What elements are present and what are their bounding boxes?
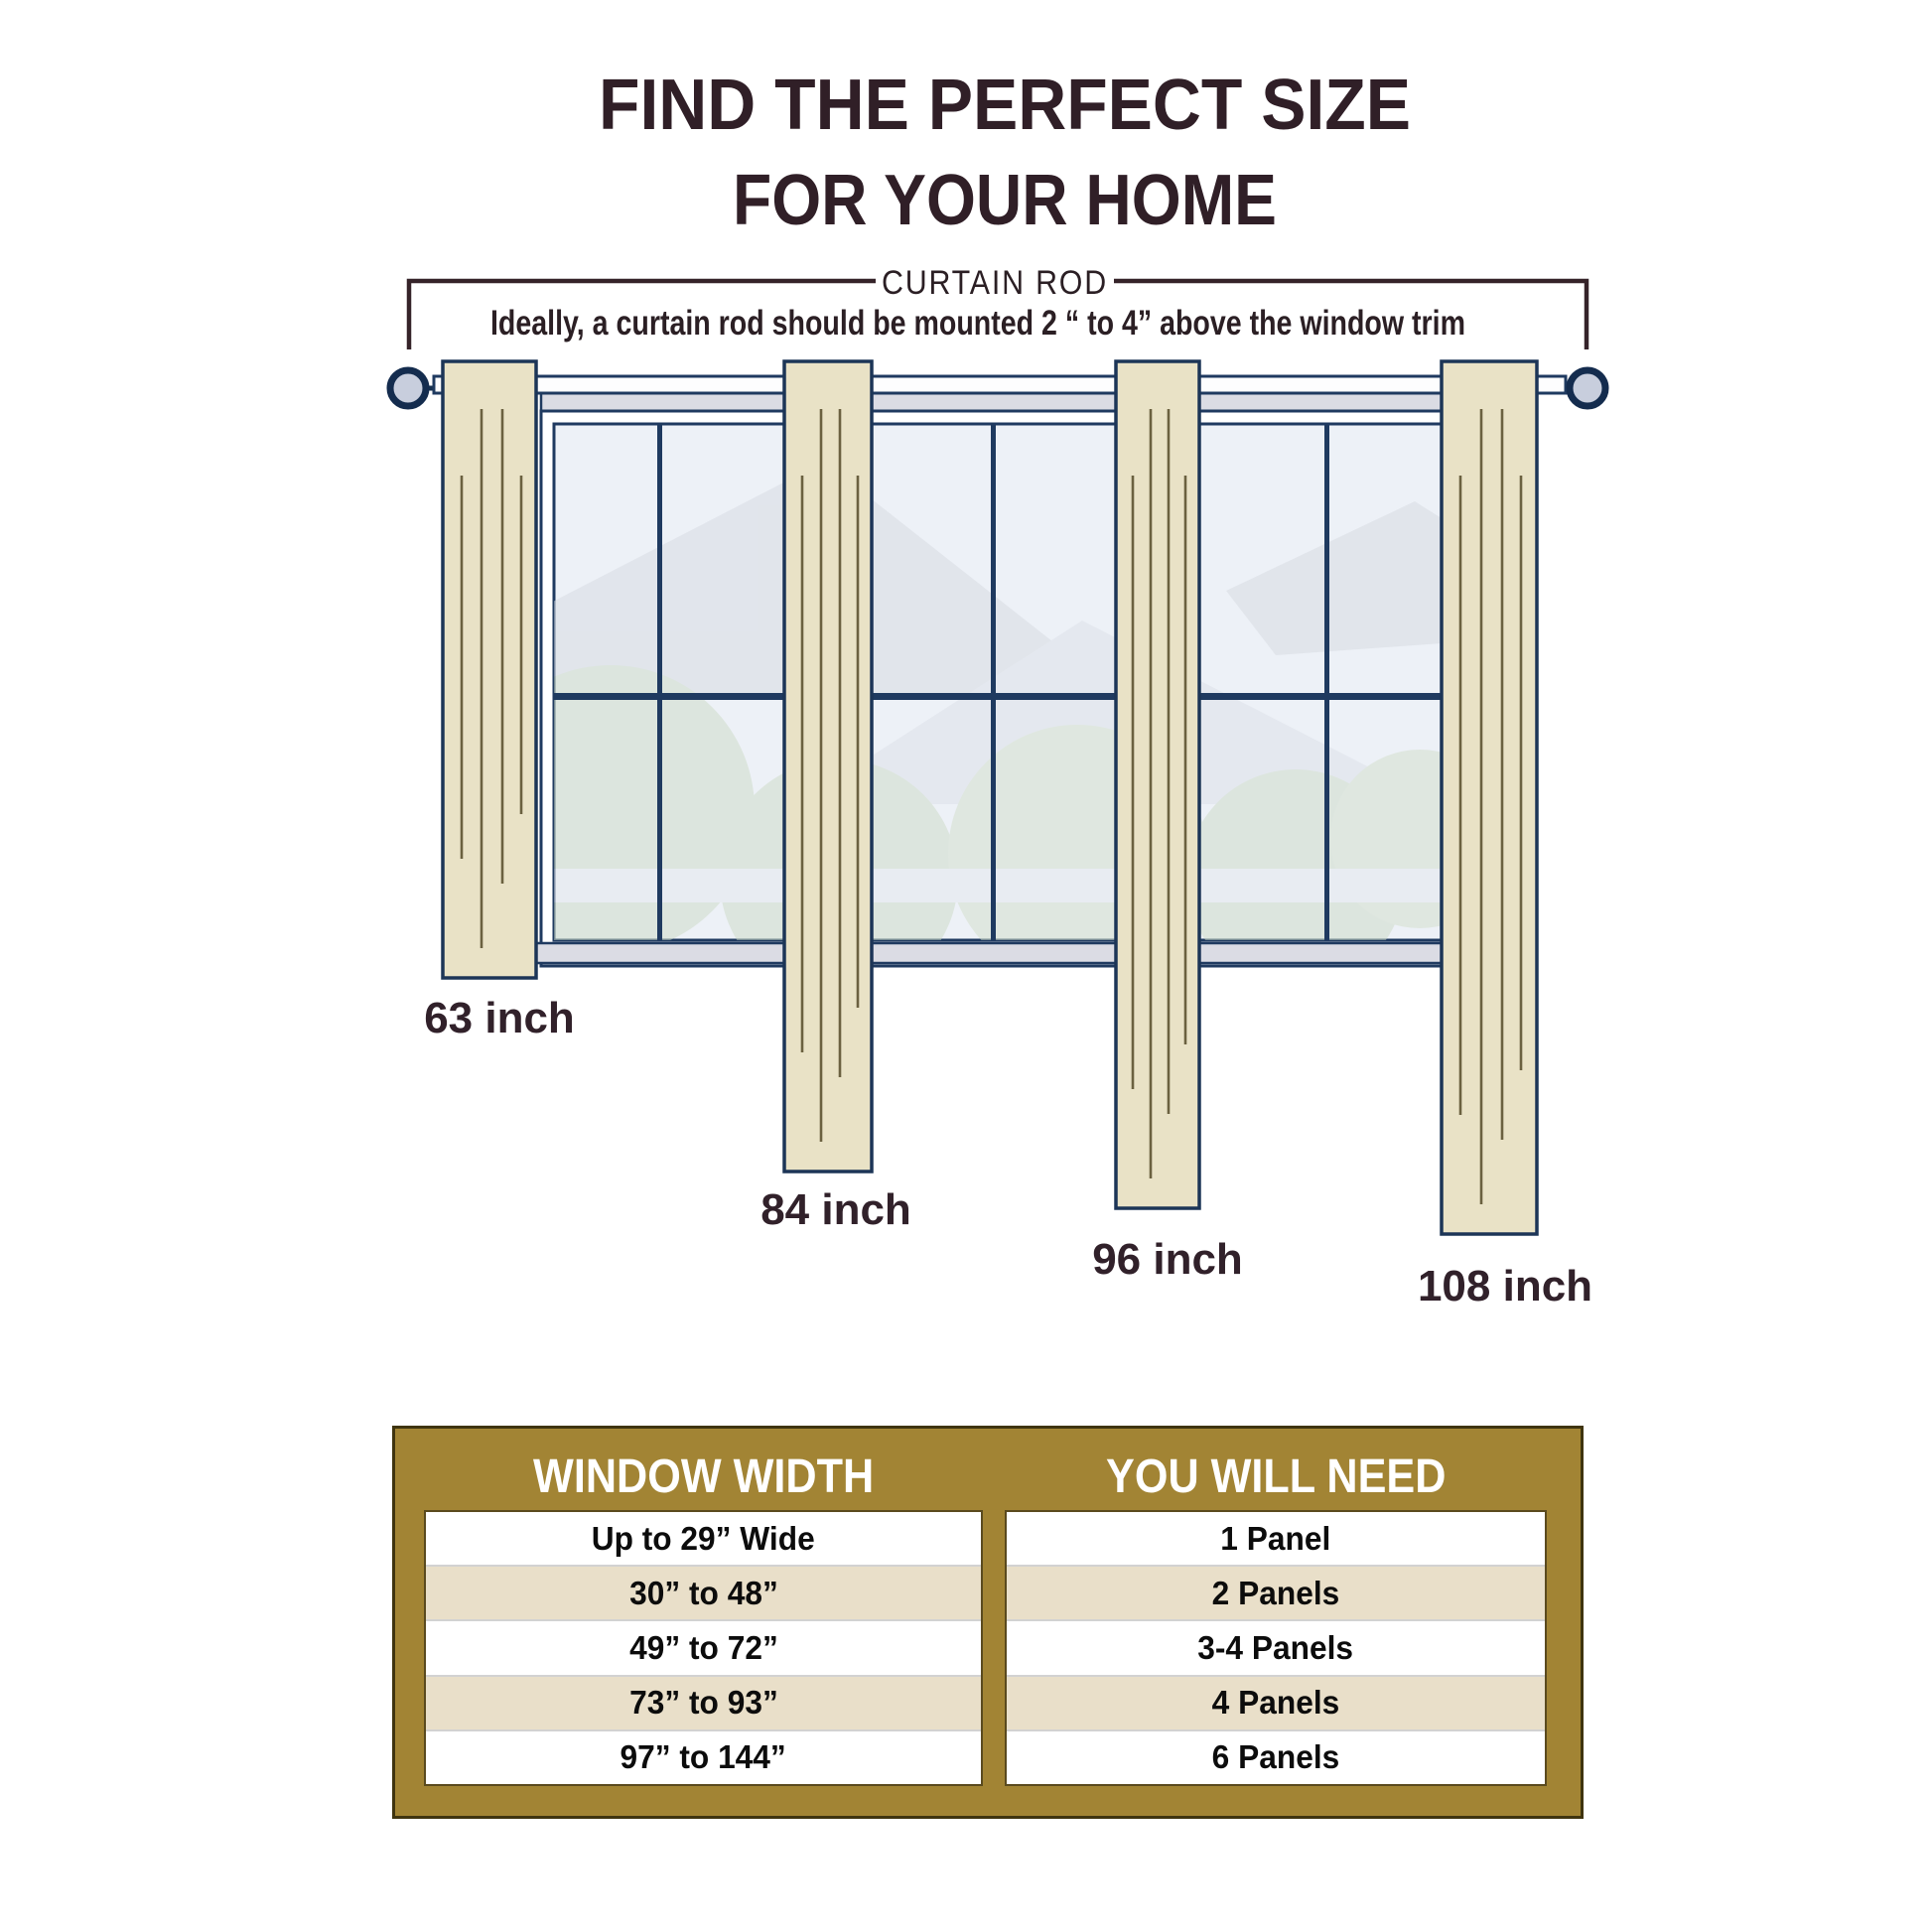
rod-finial-left bbox=[390, 370, 426, 406]
curtain-panel-63 bbox=[443, 361, 536, 978]
curtain-panel-108 bbox=[1442, 361, 1537, 1234]
window-mullion bbox=[1324, 424, 1329, 940]
panel-length-label-96: 96 inch bbox=[1092, 1235, 1243, 1284]
panel-length-label-63: 63 inch bbox=[424, 994, 575, 1042]
window-width-cell: 30” to 48” bbox=[628, 1574, 778, 1611]
window-width-cell: 73” to 93” bbox=[628, 1684, 778, 1722]
table-row bbox=[1007, 1619, 1545, 1674]
window-sill bbox=[532, 943, 1463, 963]
you-will-need-column bbox=[1005, 1510, 1547, 1786]
rod-bar bbox=[434, 376, 1566, 393]
you-will-need-cell: 1 Panel bbox=[1220, 1519, 1331, 1557]
window-top-casing bbox=[541, 393, 1445, 411]
size-chart-header-you-will-need bbox=[1005, 1445, 1547, 1510]
curtain-rod-label: CURTAIN ROD bbox=[882, 264, 1108, 302]
header-label: WINDOW WIDTH bbox=[532, 1450, 875, 1503]
page-title-line-2: FOR YOUR HOME bbox=[733, 161, 1277, 240]
rod-finial-right bbox=[1570, 370, 1605, 406]
you-will-need-cell: 4 Panels bbox=[1211, 1684, 1340, 1722]
panel-length-label-84: 84 inch bbox=[760, 1185, 911, 1234]
rod-mounting-note: Ideally, a curtain rod should be mounted 2 “ to 4” above the window trim bbox=[490, 304, 1465, 343]
you-will-need-cell: 6 Panels bbox=[1211, 1738, 1340, 1776]
window-middle-rail bbox=[554, 693, 1442, 700]
table-row bbox=[1007, 1729, 1545, 1784]
table-row bbox=[426, 1512, 981, 1565]
header-label: YOU WILL NEED bbox=[1105, 1450, 1447, 1503]
table-row bbox=[426, 1565, 981, 1619]
you-will-need-cell: 3-4 Panels bbox=[1197, 1629, 1354, 1666]
size-chart bbox=[392, 1426, 1584, 1819]
window-width-column bbox=[424, 1510, 983, 1786]
window-width-cell: 49” to 72” bbox=[628, 1629, 778, 1666]
window-width-cell: 97” to 144” bbox=[620, 1738, 787, 1776]
table-row bbox=[426, 1675, 981, 1729]
curtain-panel-84 bbox=[784, 361, 872, 1172]
window bbox=[467, 393, 1509, 998]
size-chart-header-window-width bbox=[424, 1445, 983, 1510]
curtain-panel-96 bbox=[1116, 361, 1199, 1208]
table-row bbox=[1007, 1675, 1545, 1729]
window-mullion bbox=[991, 424, 996, 940]
table-row bbox=[1007, 1565, 1545, 1619]
table-row bbox=[1007, 1512, 1545, 1565]
table-row bbox=[426, 1619, 981, 1674]
you-will-need-cell: 2 Panels bbox=[1211, 1574, 1340, 1611]
panel-length-label-108: 108 inch bbox=[1417, 1262, 1593, 1311]
window-mullion bbox=[657, 424, 662, 940]
window-width-cell: Up to 29” Wide bbox=[591, 1519, 815, 1557]
page-title-line-1: FIND THE PERFECT SIZE bbox=[599, 66, 1411, 145]
table-row bbox=[426, 1729, 981, 1784]
